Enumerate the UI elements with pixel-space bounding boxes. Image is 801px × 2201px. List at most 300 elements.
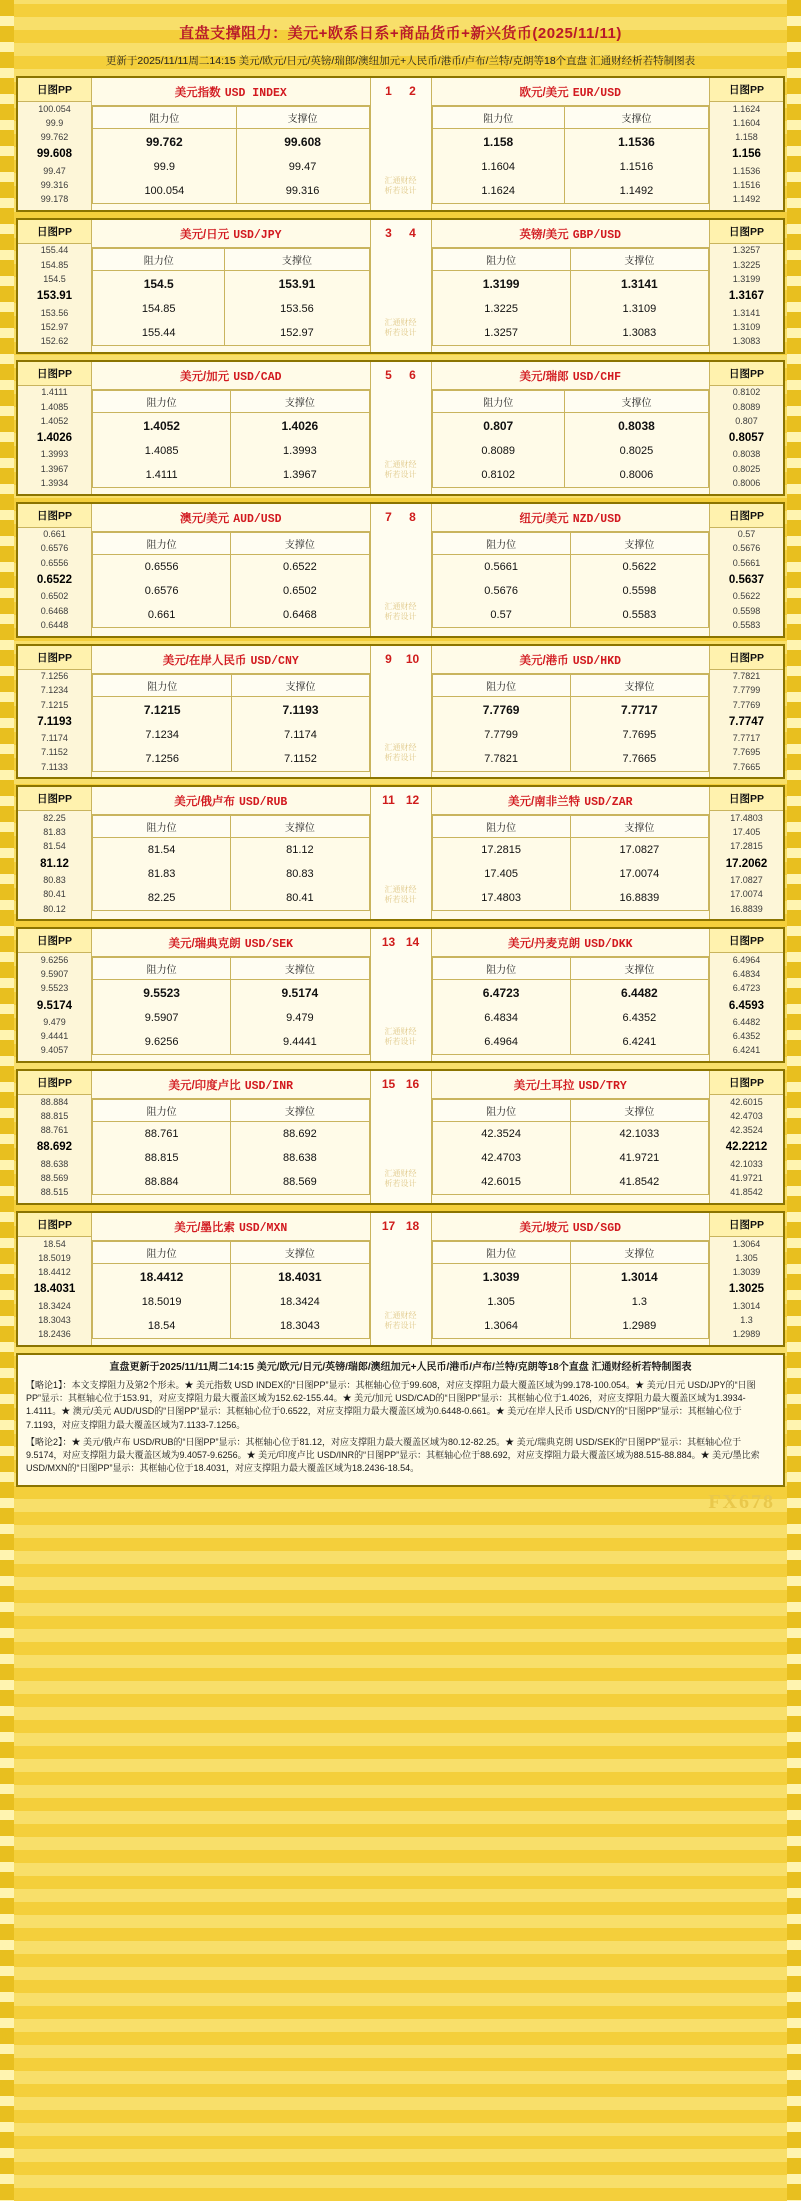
support-value: 1.3109: [570, 297, 708, 321]
pp-side-value: 0.6522: [36, 573, 73, 586]
pp-side-column-right-1: [709, 220, 783, 352]
table-row: [432, 554, 709, 579]
block-index-number: 8: [409, 509, 416, 524]
pair-name-en: NZD/USD: [572, 512, 621, 526]
pair-block: [16, 360, 785, 496]
table-row: [93, 179, 370, 204]
pp-side-value: 154.5: [43, 273, 66, 284]
pp-side-value: 1.4111: [41, 387, 68, 398]
support-value: 1.2989: [570, 1314, 708, 1339]
pair-header: [432, 220, 710, 248]
pp-side-value: 9.6256: [40, 954, 69, 965]
block-index-number: 10: [405, 651, 420, 666]
column-header-support: 支撑位: [231, 1242, 369, 1264]
pair-name-en: USD/CAD: [233, 370, 282, 384]
resistance-value: 7.7769: [432, 696, 570, 723]
pair-header: [92, 78, 370, 106]
resistance-value: 1.3257: [432, 321, 570, 346]
pp-side-value: 9.4057: [40, 1045, 69, 1056]
pp-side-header: 日图PP: [18, 78, 91, 102]
support-value: 6.4352: [570, 1006, 708, 1030]
table-row: [432, 1006, 709, 1030]
levels-table: [432, 674, 710, 772]
pair-header: [92, 362, 370, 390]
pair-name-cn: 美元/南非兰特: [507, 796, 581, 809]
resistance-value: 82.25: [93, 886, 231, 911]
resistance-value: 155.44: [93, 321, 225, 346]
pp-side-value: 1.3199: [732, 273, 761, 284]
table-row: [93, 579, 370, 603]
column-header-resistance: 阻力位: [432, 1242, 570, 1264]
pair-header: [432, 78, 710, 106]
pair-column-left-5: [92, 787, 370, 919]
pp-side-value: 18.54: [43, 1238, 66, 1249]
pp-side-value: 17.405: [732, 827, 761, 838]
pp-side-value: 0.5583: [732, 619, 761, 630]
support-value: 0.5598: [570, 579, 708, 603]
pp-side-value: 154.85: [40, 259, 69, 270]
pp-side-value: 100.054: [38, 103, 71, 114]
pp-side-value: 155.44: [40, 245, 69, 256]
pair-column-left-3: [92, 504, 370, 636]
levels-table: [432, 1241, 710, 1339]
pair-header: [92, 787, 370, 815]
block-index-column: [370, 929, 432, 1061]
pp-side-value: 0.8025: [732, 463, 761, 474]
table-row: [432, 1290, 709, 1314]
resistance-value: 7.7821: [432, 747, 570, 772]
table-row: [432, 723, 709, 747]
support-value: 1.3141: [570, 270, 708, 297]
table-row: [432, 747, 709, 772]
levels-table: [432, 390, 710, 488]
resistance-value: 17.2815: [432, 838, 570, 863]
pp-side-value: 16.8839: [730, 903, 763, 914]
pp-side-value: 7.7717: [732, 733, 761, 744]
pp-side-value: 0.5598: [732, 605, 761, 616]
pair-name-en: USD INDEX: [224, 87, 287, 100]
pair-block: [16, 1069, 785, 1205]
column-header-resistance: 阻力位: [93, 248, 225, 270]
table-row: [93, 463, 370, 488]
column-header-resistance: 阻力位: [432, 674, 570, 696]
table-row: [432, 1264, 709, 1291]
resistance-value: 7.1234: [93, 723, 232, 747]
column-header-support: 支撑位: [231, 390, 369, 412]
pair-name-cn: 美元/土耳拉: [513, 1080, 575, 1093]
block-index-column: [370, 646, 432, 778]
support-value: 6.4241: [570, 1030, 708, 1055]
block-index-number: 13: [381, 935, 396, 950]
support-value: 1.3967: [231, 463, 369, 488]
pair-header: [432, 362, 710, 390]
block-index-numbers: [371, 646, 431, 666]
support-value: 18.3424: [231, 1290, 369, 1314]
watermark-text: 汇通财经 析若设计: [384, 175, 417, 195]
column-header-resistance: 阻力位: [93, 1242, 231, 1264]
resistance-value: 81.54: [93, 838, 231, 863]
column-header-support: 支撑位: [570, 816, 708, 838]
column-header-support: 支撑位: [232, 674, 369, 696]
pair-name-cn: 欧元/美元: [519, 87, 569, 99]
resistance-value: 0.5676: [432, 579, 570, 603]
resistance-value: 7.7799: [432, 723, 570, 747]
pp-side-value: 0.8102: [732, 387, 761, 398]
resistance-value: 18.4412: [93, 1264, 231, 1291]
pp-side-header: 日图PP: [18, 1071, 91, 1095]
pair-name-en: GBP/USD: [572, 228, 621, 242]
block-index-number: 16: [405, 1077, 420, 1092]
pp-side-value: 0.661: [43, 529, 66, 540]
table-row: [93, 886, 370, 911]
block-index-numbers: [371, 362, 431, 382]
resistance-value: 42.6015: [432, 1170, 570, 1195]
resistance-value: 88.815: [93, 1146, 231, 1170]
footer-note-2: 【略论2】：★ 美元/俄卢布 USD/RUB的“日图PP”显示：其框轴心位于81.12，对应支撑阻力最大覆盖区域为80.12-82.25。★ 美元/瑞典克朗 USD/SEK的“日图PP”显示：其框轴心位于9.5174，对应支撑阻力最大覆盖区域为9.4057-9.6256。★ 美元/印度卢比 USD/INR的“日图PP”显示：其框轴心位于88.692，对应支撑阻力最大覆盖区域为88.515-88.884。★ 美元/墨比索 USD/MXN的“日图PP”显示：其框轴心位于18.4031，对应支撑阻力最大覆盖区域为18.2436-18.54。: [26, 1436, 760, 1473]
pair-column-right-5: [432, 787, 710, 919]
column-header-resistance: 阻力位: [93, 107, 237, 129]
resistance-value: 81.83: [93, 862, 231, 886]
pp-side-value: 17.0827: [730, 875, 763, 885]
resistance-value: 0.8089: [432, 439, 564, 463]
watermark-text: 汇通财经 析若设计: [384, 1169, 417, 1188]
column-header-support: 支撑位: [231, 958, 369, 980]
pair-name-en: USD/HKD: [572, 654, 621, 668]
pp-side-value: 42.3524: [730, 1125, 763, 1136]
pair-header: [92, 929, 370, 957]
pair-name-cn: 美元/墨比索: [174, 1222, 235, 1234]
column-header-support: 支撑位: [231, 816, 369, 838]
pp-side-column-right-8: [709, 1213, 783, 1345]
pair-name-en: AUD/USD: [233, 512, 282, 526]
support-value: 18.4031: [231, 1264, 369, 1291]
pp-side-value: 6.4834: [732, 969, 761, 979]
pp-side-value: 0.8089: [732, 401, 761, 412]
pair-header: [432, 1213, 710, 1241]
block-index-number: 1: [385, 84, 392, 98]
pp-side-header: 日图PP: [18, 504, 91, 528]
pp-side-header: 日图PP: [710, 929, 783, 953]
support-value: 41.8542: [570, 1170, 708, 1195]
pair-block: [16, 502, 785, 638]
support-value: 17.0827: [570, 838, 708, 863]
support-value: 9.4441: [231, 1030, 369, 1055]
pair-column-right-1: [432, 220, 710, 352]
block-index-column: [370, 504, 432, 636]
watermark-text: 汇通财经 析若设计: [384, 601, 417, 621]
pp-side-value: 41.8542: [730, 1187, 763, 1198]
pp-side-value: 1.1516: [732, 179, 761, 190]
pp-side-value: 81.83: [43, 827, 66, 838]
column-header-resistance: 阻力位: [432, 816, 570, 838]
pp-side-column-left-4: [18, 646, 92, 778]
resistance-value: 9.5907: [93, 1006, 231, 1030]
pair-column-right-4: [432, 646, 710, 778]
pp-side-value: 9.5174: [36, 999, 73, 1012]
pair-column-left-2: [92, 362, 370, 494]
table-row: [432, 980, 709, 1007]
pp-side-value: 80.12: [43, 903, 66, 914]
pair-column-right-0: [432, 78, 710, 210]
pp-side-value: 1.3225: [732, 259, 761, 270]
levels-table: [432, 815, 710, 911]
levels-table: [92, 1241, 370, 1339]
pp-side-value: 18.4412: [38, 1267, 71, 1277]
pair-block: [16, 1211, 785, 1347]
pair-name-en: USD/SEK: [244, 938, 293, 952]
page-title: 直盘支撑阻力：美元+欧系日系+商品货币+新兴货币(2025/11/11): [179, 25, 622, 42]
pair-name-en: USD/MXN: [238, 1222, 288, 1235]
pp-side-value: 9.5907: [40, 969, 69, 979]
levels-table: [92, 1099, 370, 1195]
column-header-resistance: 阻力位: [432, 532, 570, 554]
support-value: 1.3: [570, 1290, 708, 1314]
table-row: [432, 579, 709, 603]
table-row: [93, 1122, 370, 1147]
pair-header: [432, 504, 710, 532]
pp-side-column-right-3: [709, 504, 783, 636]
pair-name-cn: 美元/加元: [179, 370, 230, 383]
support-value: 1.1492: [564, 179, 708, 204]
support-value: 153.91: [225, 270, 369, 297]
pair-header: [432, 787, 710, 815]
column-header-resistance: 阻力位: [93, 816, 231, 838]
pp-side-header: 日图PP: [710, 504, 783, 528]
pair-name-cn: 美元/港币: [519, 654, 569, 667]
resistance-value: 1.4111: [93, 463, 231, 488]
pp-side-value: 7.7665: [732, 761, 761, 772]
pp-side-value: 0.5676: [732, 543, 761, 554]
table-row: [93, 554, 370, 579]
column-header-support: 支撑位: [570, 248, 708, 270]
support-value: 0.5583: [570, 603, 708, 628]
support-value: 41.9721: [570, 1146, 708, 1170]
pp-side-column-left-1: [18, 220, 92, 352]
pp-side-value: 6.4241: [732, 1045, 761, 1056]
pp-side-value: 0.5637: [728, 573, 765, 586]
pp-side-value: 1.4026: [36, 432, 73, 444]
pp-side-value: 82.25: [43, 812, 66, 823]
resistance-value: 6.4834: [432, 1006, 570, 1030]
support-value: 1.1536: [564, 129, 708, 156]
pp-side-value: 1.4052: [40, 415, 69, 426]
column-header-support: 支撑位: [225, 248, 369, 270]
pair-column-left-0: [92, 78, 370, 210]
pp-side-value: 80.83: [43, 875, 66, 885]
pair-name-cn: 美元/俄卢布: [174, 796, 235, 809]
table-row: [93, 321, 370, 346]
resistance-value: 0.6576: [93, 579, 231, 603]
table-row: [432, 297, 709, 321]
resistance-value: 1.305: [432, 1290, 570, 1314]
block-index-column: [370, 787, 432, 919]
pp-side-value: 17.2062: [725, 857, 768, 870]
table-row: [432, 1146, 709, 1170]
block-index-number: 11: [382, 793, 395, 808]
pp-side-header: 日图PP: [710, 220, 783, 244]
pp-side-header: 日图PP: [710, 1071, 783, 1095]
pair-header: [92, 220, 370, 248]
column-header-support: 支撑位: [570, 532, 708, 554]
support-value: 0.6468: [231, 603, 369, 628]
column-header-support: 支撑位: [570, 958, 708, 980]
table-row: [93, 862, 370, 886]
pair-name-en: EUR/USD: [572, 87, 621, 100]
pair-block: [16, 218, 785, 354]
table-row: [432, 862, 709, 886]
support-value: 17.0074: [570, 862, 708, 886]
block-index-numbers: [371, 78, 431, 98]
resistance-value: 7.1256: [93, 747, 232, 772]
pp-side-value: 99.47: [43, 165, 66, 176]
pp-side-value: 1.158: [735, 132, 758, 142]
levels-table: [432, 957, 710, 1055]
resistance-value: 1.3039: [432, 1264, 570, 1291]
pp-side-value: 0.807: [735, 415, 758, 426]
support-value: 99.608: [236, 129, 369, 156]
pp-side-value: 1.3025: [728, 1283, 765, 1296]
pp-side-column-left-8: [18, 1213, 92, 1345]
table-row: [432, 603, 709, 628]
table-row: [432, 179, 709, 204]
pair-name-cn: 澳元/美元: [179, 512, 230, 525]
table-row: [432, 270, 709, 297]
pair-name-cn: 美元/坡元: [519, 1222, 569, 1234]
resistance-value: 1.4085: [93, 439, 231, 463]
support-value: 7.1193: [232, 696, 369, 723]
pp-side-value: 18.2436: [38, 1329, 71, 1340]
pp-side-value: 81.12: [40, 857, 69, 870]
pp-side-value: 9.4441: [40, 1031, 69, 1042]
resistance-value: 6.4964: [432, 1030, 570, 1055]
support-value: 99.47: [236, 155, 369, 179]
table-row: [93, 270, 370, 297]
levels-table: [432, 248, 710, 346]
table-row: [432, 439, 709, 463]
pp-side-header: 日图PP: [710, 1213, 783, 1237]
block-index-number: 18: [405, 1219, 420, 1233]
block-index-number: 14: [405, 935, 420, 950]
pp-side-column-right-5: [709, 787, 783, 919]
pp-side-value: 42.1033: [730, 1158, 763, 1169]
pp-side-value: 0.8057: [728, 432, 765, 444]
block-index-numbers: [371, 1071, 431, 1091]
support-value: 6.4482: [570, 980, 708, 1007]
table-row: [93, 1314, 370, 1339]
pair-header: [92, 504, 370, 532]
pp-side-value: 7.1174: [41, 733, 68, 744]
table-row: [432, 1170, 709, 1195]
resistance-value: 6.4723: [432, 980, 570, 1007]
watermark-text: 汇通财经 析若设计: [384, 1310, 417, 1330]
pp-side-value: 88.815: [40, 1110, 69, 1121]
resistance-value: 18.54: [93, 1314, 231, 1339]
pair-column-right-8: [432, 1213, 710, 1345]
pp-side-column-left-5: [18, 787, 92, 919]
support-value: 0.6502: [231, 579, 369, 603]
decorative-film-strip-right: [787, 0, 801, 2201]
block-index-numbers: [371, 787, 431, 807]
pair-header: [432, 929, 710, 957]
pp-side-value: 1.3014: [732, 1300, 761, 1311]
support-value: 88.692: [231, 1122, 369, 1147]
pp-side-value: 88.569: [40, 1173, 69, 1183]
pp-side-value: 1.3993: [40, 449, 69, 460]
resistance-value: 9.5523: [93, 980, 231, 1007]
table-row: [432, 838, 709, 863]
column-header-resistance: 阻力位: [93, 1100, 231, 1122]
levels-table: [92, 674, 370, 772]
resistance-value: 9.6256: [93, 1030, 231, 1055]
column-header-resistance: 阻力位: [432, 1100, 570, 1122]
pp-side-value: 1.3257: [732, 245, 761, 256]
support-value: 0.5622: [570, 554, 708, 579]
pp-side-value: 0.6556: [40, 557, 69, 568]
block-index-number: 9: [385, 651, 392, 666]
pp-side-value: 7.1215: [40, 699, 69, 710]
resistance-value: 1.3225: [432, 297, 570, 321]
resistance-value: 0.5661: [432, 554, 570, 579]
pp-side-value: 0.6502: [40, 591, 69, 602]
pair-name-en: USD/TRY: [578, 1080, 627, 1094]
pp-side-value: 80.41: [43, 889, 66, 900]
pair-header: [92, 1071, 370, 1099]
support-value: 0.8038: [564, 412, 708, 439]
watermark-text: 汇通财经 析若设计: [384, 743, 417, 763]
table-row: [93, 297, 370, 321]
resistance-value: 88.761: [93, 1122, 231, 1147]
column-header-support: 支撑位: [564, 390, 708, 412]
pair-column-right-6: [432, 929, 710, 1061]
pp-side-header: 日图PP: [18, 646, 91, 670]
column-header-resistance: 阻力位: [432, 958, 570, 980]
pp-side-value: 7.1133: [41, 761, 68, 772]
watermark-text: 汇通财经 析若设计: [384, 459, 417, 479]
resistance-value: 42.3524: [432, 1122, 570, 1147]
pair-name-cn: 美元/在岸人民币: [162, 654, 247, 667]
table-row: [93, 412, 370, 439]
support-value: 16.8839: [570, 886, 708, 911]
pp-side-value: 41.9721: [730, 1173, 763, 1183]
pair-header: [432, 646, 710, 674]
support-value: 1.3083: [570, 321, 708, 346]
table-row: [432, 463, 709, 488]
levels-table: [92, 815, 370, 911]
support-value: 1.1516: [564, 155, 708, 179]
levels-table: [92, 390, 370, 488]
column-header-support: 支撑位: [564, 107, 708, 129]
column-header-support: 支撑位: [231, 1100, 369, 1122]
resistance-value: 154.85: [93, 297, 225, 321]
pp-side-value: 1.156: [732, 148, 761, 161]
pp-side-value: 0.57: [737, 529, 756, 540]
block-index-number: 17: [381, 1219, 396, 1233]
column-header-support: 支撑位: [570, 674, 708, 696]
resistance-value: 0.8102: [432, 463, 564, 488]
block-index-number: 2: [409, 84, 416, 98]
levels-table: [432, 1099, 710, 1195]
levels-table: [92, 532, 370, 628]
support-value: 153.56: [225, 297, 369, 321]
decorative-film-strip-left: [0, 0, 14, 2201]
support-value: 7.1152: [232, 747, 369, 772]
block-index-numbers: [371, 929, 431, 949]
table-row: [432, 1030, 709, 1055]
pair-blocks-container: [16, 76, 785, 1347]
pp-side-value: 1.3083: [732, 336, 761, 346]
pair-block: [16, 927, 785, 1063]
support-value: 7.7665: [570, 747, 708, 772]
